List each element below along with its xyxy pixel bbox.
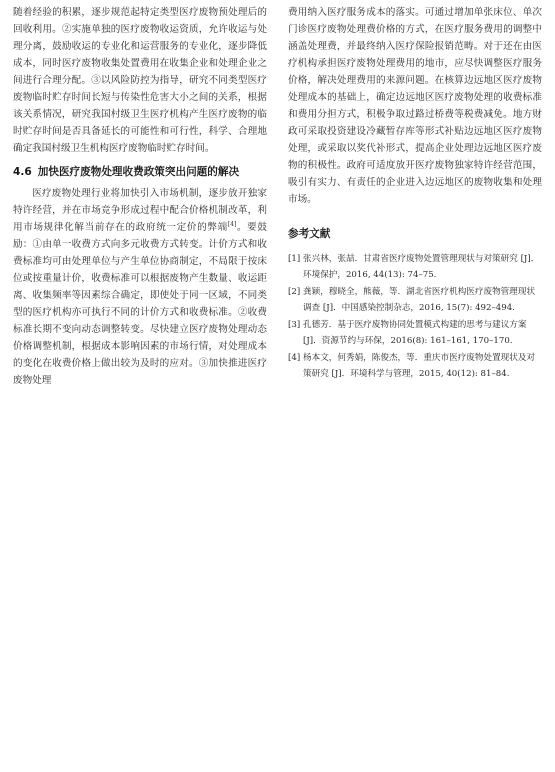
reference-number: [1] xyxy=(288,254,301,264)
reference-number: [3] xyxy=(288,320,301,330)
reference-text: 杨本文，何秀娟，陈俊杰，等．重庆市医疗废物处置现状及对策研究 [J]．环境科学与管理，2015, 40(12): 81–84. xyxy=(303,353,536,379)
reference-item xyxy=(288,351,542,382)
section-heading xyxy=(13,164,267,180)
right-column xyxy=(288,4,542,384)
citation-ref[interactable]: [4] xyxy=(227,220,237,228)
body-paragraph: 费用纳入医疗服务成本的落实。可通过增加单张床位、单次门诊医疗废物处理费价格的方式，在医疗服务费用的调整中涵盖处理费，并最终纳入医疗保险报销范畴。对于还在由医疗机构承担医疗废物处理费用的地市，应尽快调整医疗服务价格，解决处理费用的来源问题。在核算边远地区医疗废物处理成本的基础上，确定边远地区医疗废物处理的收费标准和费用分担方式，积极争取过路过桥费等税费减免。地方财政可采取投资建设冷藏暂存库等形式补贴边远地区医疗废物处理，或采取以奖代补形式，提高企业处理边远地区医疗废物的积极性。政府可适度放开医疗废物独家特许经营范围，吸引有实力、有责任的企业进入边远地区的废物收集和处理市场。 xyxy=(288,7,542,205)
body-text: 医疗废物处理行业将加快引入市场机制，逐步放开独家特许经营，并在市场竞争形成过程中配合价格机制改革，利用市场规律化解当前存在的政府统一定价的弊端 xyxy=(13,188,267,233)
reference-number: [2] xyxy=(288,287,301,297)
reference-number: [4] xyxy=(288,353,301,363)
reference-text: 张兴林，张喆．甘肃省医疗废物处置管理现状与对策研究 [J]．环境保护，2016, 44(13): 74–75. xyxy=(303,254,540,280)
body-text: 。要鼓励：①由单一收费方式向多元收费方式转变。计价方式和收费标准均可由处理单位与产生单位协商制定，不局限于按床位或按重量计价，收费标准可以根据废物产生数量、收运距离、收集频率等因素综合确定，即使处于同一区域，不同类型的医疗机构亦可执行不同的计价方式和收费标准。②收费标准长期不变向动态调整转变。尽快建立医疗废物处理动态价格调整机制，根据成本影响因素的市场行情，对处理成本的变化在收费价格上做出较为及时的应对。③加快推进医疗废物处理 xyxy=(13,222,268,386)
references-heading: 参考文献 xyxy=(288,228,331,240)
reference-list xyxy=(288,252,542,382)
body-paragraph: 随着经验的积累，逐步规范起特定类型医疗废物预处理后的回收利用。②实施单独的医疗废物收运资质，允许收运与处理分离，鼓励收运的专业化和运营服务的专业化，逐步降低成本，同时医疗废物收集处置费用在收集企业和处理企业之间进行合理分配。③以风险防控为指导，研究不同类型医疗废物临时贮存时间长短与传染性危害大小之间的关系，根据该关系情况，研究我国村级卫生医疗机构产生医疗废物的临时贮存时间是否具备延长的可能性和可行性，科学、合理地确定我国村级卫生机构医疗废物临时贮存时间。 xyxy=(13,7,267,154)
reference-item xyxy=(288,318,542,349)
section-title: 加快医疗废物处理收费政策突出问题的解决 xyxy=(37,166,240,178)
reference-item xyxy=(288,252,542,283)
left-column xyxy=(13,4,267,389)
reference-item xyxy=(288,285,542,316)
reference-text: 孔德芳．基于医疗废物协同处置模式构建的思考与建议方案 [J]．资源节约与环保，2016(8): 161–161, 170–170. xyxy=(303,320,527,346)
reference-text: 龚颖，穆晓全，熊薇，等．湖北省医疗机构医疗废物管理现状调查 [J]．中国感染控制杂志，2016, 15(7): 492–494. xyxy=(303,287,536,313)
body-paragraph xyxy=(13,185,267,389)
section-number: 4.6 xyxy=(13,166,32,178)
